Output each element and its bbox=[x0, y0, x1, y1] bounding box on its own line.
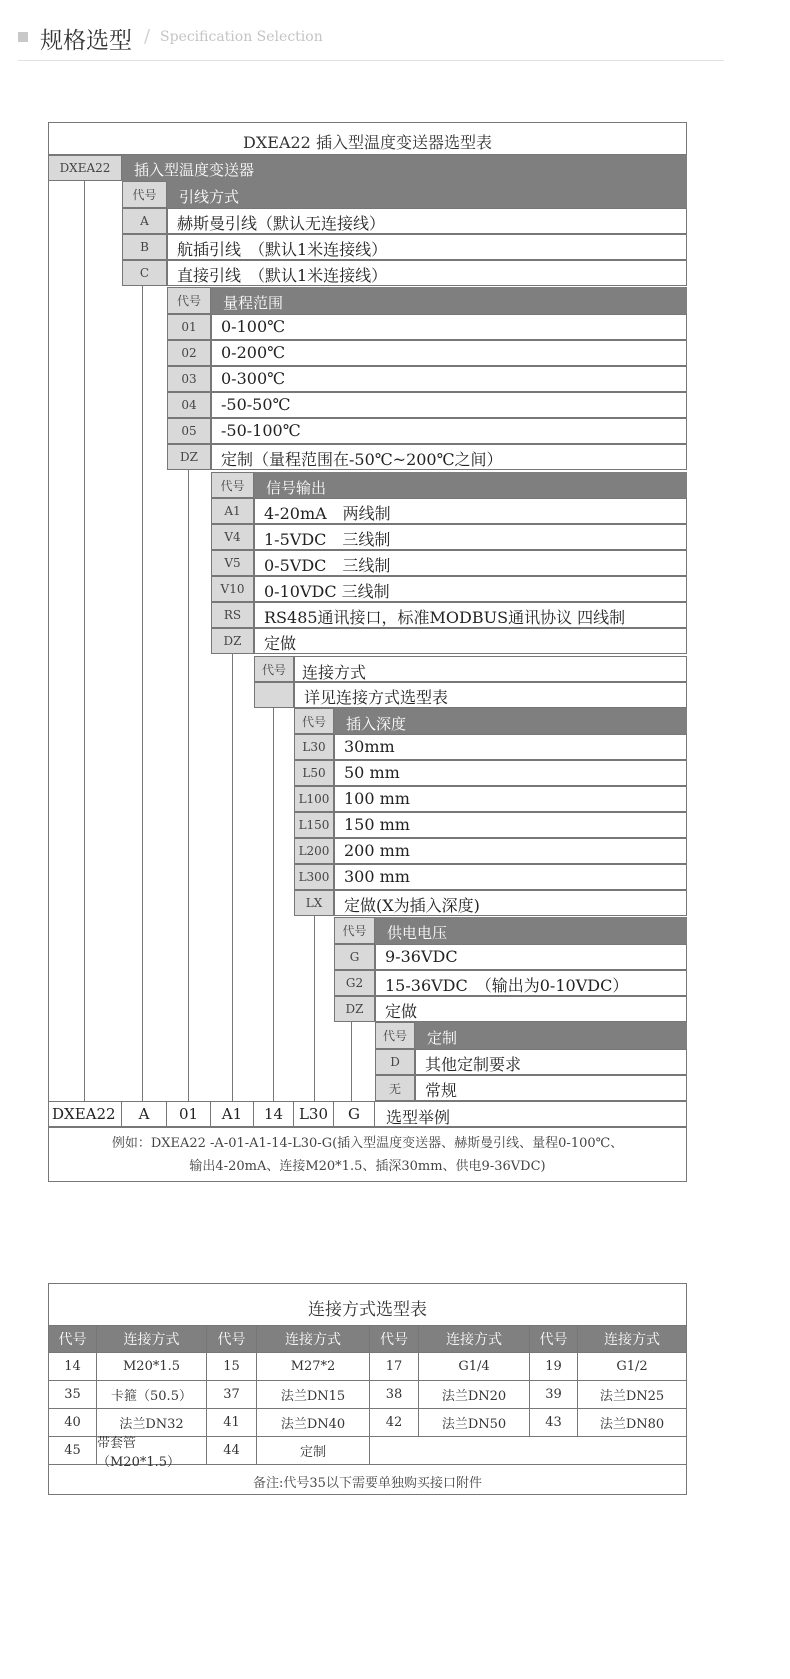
option-code: DZ bbox=[334, 996, 375, 1022]
option-label: 赫斯曼引线（默认无连接线） bbox=[177, 214, 386, 233]
option-label: 0-5VDC 三线制 bbox=[264, 556, 391, 575]
option-label: -50-50℃ bbox=[221, 395, 291, 414]
option-code: DZ bbox=[167, 444, 211, 470]
connection-header-cell: 代号 bbox=[48, 1325, 97, 1353]
slash-divider: / bbox=[144, 26, 151, 47]
connection-cell: G1/2 bbox=[578, 1353, 687, 1381]
connection-cell: G1/4 bbox=[419, 1353, 530, 1381]
option-code: L100 bbox=[294, 786, 334, 812]
connection-cell: 39 bbox=[530, 1381, 578, 1409]
option-code: 03 bbox=[167, 366, 211, 392]
group-code-header: 代号 bbox=[334, 917, 375, 944]
option-label: RS485通讯接口，标准MODBUS通讯协议 四线制 bbox=[264, 608, 626, 627]
example-code: G bbox=[334, 1101, 375, 1127]
table-title: DXEA22 插入型温度变送器选型表 bbox=[243, 133, 492, 152]
connection-cell: 法兰DN80 bbox=[578, 1409, 687, 1437]
option-label: 定制（量程范围在-50℃~200℃之间） bbox=[221, 450, 503, 469]
option-code: L50 bbox=[294, 760, 334, 786]
option-row bbox=[375, 996, 687, 1022]
group-title: 供电电压 bbox=[387, 924, 448, 942]
option-code: 01 bbox=[167, 314, 211, 340]
group-header-bar bbox=[167, 181, 687, 208]
option-code: L150 bbox=[294, 812, 334, 838]
example-code: A1 bbox=[211, 1101, 254, 1127]
connection-cell: 38 bbox=[370, 1381, 419, 1409]
option-label: 200 mm bbox=[344, 841, 410, 860]
example-code: 01 bbox=[167, 1101, 211, 1127]
option-code: L300 bbox=[294, 864, 334, 890]
connection-cell: 定制 bbox=[257, 1437, 370, 1465]
option-code: B bbox=[122, 234, 167, 260]
option-label: 150 mm bbox=[344, 815, 410, 834]
connector-line bbox=[142, 286, 143, 1101]
connection-cell: 42 bbox=[370, 1409, 419, 1437]
connection-cell: 法兰DN40 bbox=[257, 1409, 370, 1437]
connector-line bbox=[273, 708, 274, 1101]
connector-line bbox=[232, 654, 233, 1101]
connection-cell: 14 bbox=[48, 1353, 97, 1381]
group-code-header: 代号 bbox=[211, 472, 254, 498]
option-label: 4-20mA 两线制 bbox=[264, 504, 391, 523]
option-label: 15-36VDC （输出为0-10VDC） bbox=[385, 976, 629, 995]
connection-header-cell: 连接方式 bbox=[419, 1325, 530, 1353]
group-code-header: 代号 bbox=[254, 656, 294, 682]
group-code-header: 代号 bbox=[375, 1022, 415, 1049]
connector-line bbox=[84, 181, 85, 1101]
option-code: DZ bbox=[211, 628, 254, 654]
option-code: V4 bbox=[211, 524, 254, 550]
example-code: DXEA22 bbox=[48, 1101, 122, 1127]
option-code: L200 bbox=[294, 838, 334, 864]
group-title: 定制 bbox=[427, 1029, 458, 1047]
option-label: 0-100℃ bbox=[221, 317, 286, 336]
connection-header-cell: 连接方式 bbox=[97, 1325, 207, 1353]
example-text-line-2: 输出4-20mA、连接M20*1.5、插深30mm、供电9-36VDC) bbox=[189, 1159, 546, 1174]
example-code: L30 bbox=[294, 1101, 334, 1127]
group-code-header: 代号 bbox=[294, 708, 334, 734]
group-title: 量程范围 bbox=[223, 294, 284, 312]
option-code: V5 bbox=[211, 550, 254, 576]
example-label: 选型举例 bbox=[386, 1108, 451, 1127]
connection-cell: 41 bbox=[207, 1409, 257, 1437]
connection-cell: 44 bbox=[207, 1437, 257, 1465]
option-code: C bbox=[122, 260, 167, 286]
table-right-border bbox=[686, 1074, 687, 1101]
connection-header-cell: 连接方式 bbox=[578, 1325, 687, 1353]
option-code: RS bbox=[211, 602, 254, 628]
connection-header-cell: 代号 bbox=[530, 1325, 578, 1353]
page-subtitle: Specification Selection bbox=[160, 29, 323, 45]
option-code: A1 bbox=[211, 498, 254, 524]
option-label: 100 mm bbox=[344, 789, 410, 808]
option-code: G bbox=[334, 944, 375, 970]
connection-cell: 37 bbox=[207, 1381, 257, 1409]
option-label: 0-200℃ bbox=[221, 343, 286, 362]
connection-header-cell: 代号 bbox=[207, 1325, 257, 1353]
option-code: 04 bbox=[167, 392, 211, 418]
option-label: 1-5VDC 三线制 bbox=[264, 530, 391, 549]
option-label: 300 mm bbox=[344, 867, 410, 886]
option-code: 02 bbox=[167, 340, 211, 366]
option-label: 其他定制要求 bbox=[425, 1055, 522, 1074]
table-left-border bbox=[48, 181, 49, 1101]
connection-cell: 法兰DN25 bbox=[578, 1381, 687, 1409]
connector-line bbox=[314, 916, 315, 1101]
connection-cell: 带套管（M20*1.5） bbox=[97, 1437, 207, 1465]
option-code: 无 bbox=[375, 1075, 415, 1101]
example-code: A bbox=[122, 1101, 167, 1127]
connection-cell: 40 bbox=[48, 1409, 97, 1437]
connection-cell: 法兰DN50 bbox=[419, 1409, 530, 1437]
option-label: 定做 bbox=[385, 1002, 418, 1021]
connection-header-cell: 代号 bbox=[370, 1325, 419, 1353]
connection-cell: M20*1.5 bbox=[97, 1353, 207, 1381]
option-label: 详见连接方式选型表 bbox=[304, 688, 449, 707]
option-label: 50 mm bbox=[344, 763, 400, 782]
option-code: G2 bbox=[334, 970, 375, 996]
option-code: D bbox=[375, 1049, 415, 1075]
option-label: 定做 bbox=[264, 634, 297, 653]
model-name: 插入型温度变送器 bbox=[134, 161, 255, 179]
connection-table-title: 连接方式选型表 bbox=[308, 1300, 427, 1320]
connector-line bbox=[188, 470, 189, 1101]
connector-line bbox=[351, 1022, 352, 1101]
connection-cell: 15 bbox=[207, 1353, 257, 1381]
connection-cell: 43 bbox=[530, 1409, 578, 1437]
option-label: 航插引线 （默认1米连接线） bbox=[177, 240, 388, 259]
option-label: 直接引线 （默认1米连接线） bbox=[177, 266, 388, 285]
connection-cell: 19 bbox=[530, 1353, 578, 1381]
option-label: 0-300℃ bbox=[221, 369, 286, 388]
connection-empty-cell bbox=[370, 1437, 687, 1465]
model-code: DXEA22 bbox=[48, 155, 122, 181]
connection-cell: 45 bbox=[48, 1437, 97, 1465]
option-label: 0-10VDC 三线制 bbox=[264, 582, 390, 601]
example-text-line-1: 例如：DXEA22 -A-01-A1-14-L30-G(插入型温度变送器、赫斯曼引线、量程0-100℃、 bbox=[111, 1136, 624, 1151]
group-title: 连接方式 bbox=[302, 663, 367, 682]
group-title: 信号输出 bbox=[266, 479, 327, 497]
option-code: LX bbox=[294, 890, 334, 916]
option-code: 05 bbox=[167, 418, 211, 444]
header-bullet-icon bbox=[18, 32, 28, 42]
connection-cell: 卡箍（50.5） bbox=[97, 1381, 207, 1409]
header-divider bbox=[18, 60, 724, 61]
option-code: L30 bbox=[294, 734, 334, 760]
example-code: 14 bbox=[254, 1101, 294, 1127]
option-row bbox=[254, 628, 687, 654]
option-label: 定做(X为插入深度) bbox=[344, 896, 480, 915]
connection-header-cell: 连接方式 bbox=[257, 1325, 370, 1353]
group-code-header: 代号 bbox=[122, 181, 167, 208]
page-title: 规格选型 bbox=[40, 28, 132, 54]
group-code-header: 代号 bbox=[167, 287, 211, 314]
group-title: 引线方式 bbox=[179, 188, 240, 206]
group-title: 插入深度 bbox=[346, 715, 407, 733]
connection-cell: 17 bbox=[370, 1353, 419, 1381]
option-label: 常规 bbox=[425, 1081, 458, 1100]
connection-cell: 法兰DN15 bbox=[257, 1381, 370, 1409]
connection-cell: M27*2 bbox=[257, 1353, 370, 1381]
option-label: 30mm bbox=[344, 737, 395, 756]
connection-cell: 法兰DN20 bbox=[419, 1381, 530, 1409]
option-label: -50-100℃ bbox=[221, 421, 301, 440]
option-label: 9-36VDC bbox=[385, 947, 458, 966]
connection-cell: 法兰DN32 bbox=[97, 1409, 207, 1437]
option-code: V10 bbox=[211, 576, 254, 602]
connection-cell: 35 bbox=[48, 1381, 97, 1409]
option-code: A bbox=[122, 208, 167, 234]
connection-table-note: 备注:代号35以下需要单独购买接口附件 bbox=[253, 1476, 482, 1491]
option-code bbox=[254, 682, 294, 708]
